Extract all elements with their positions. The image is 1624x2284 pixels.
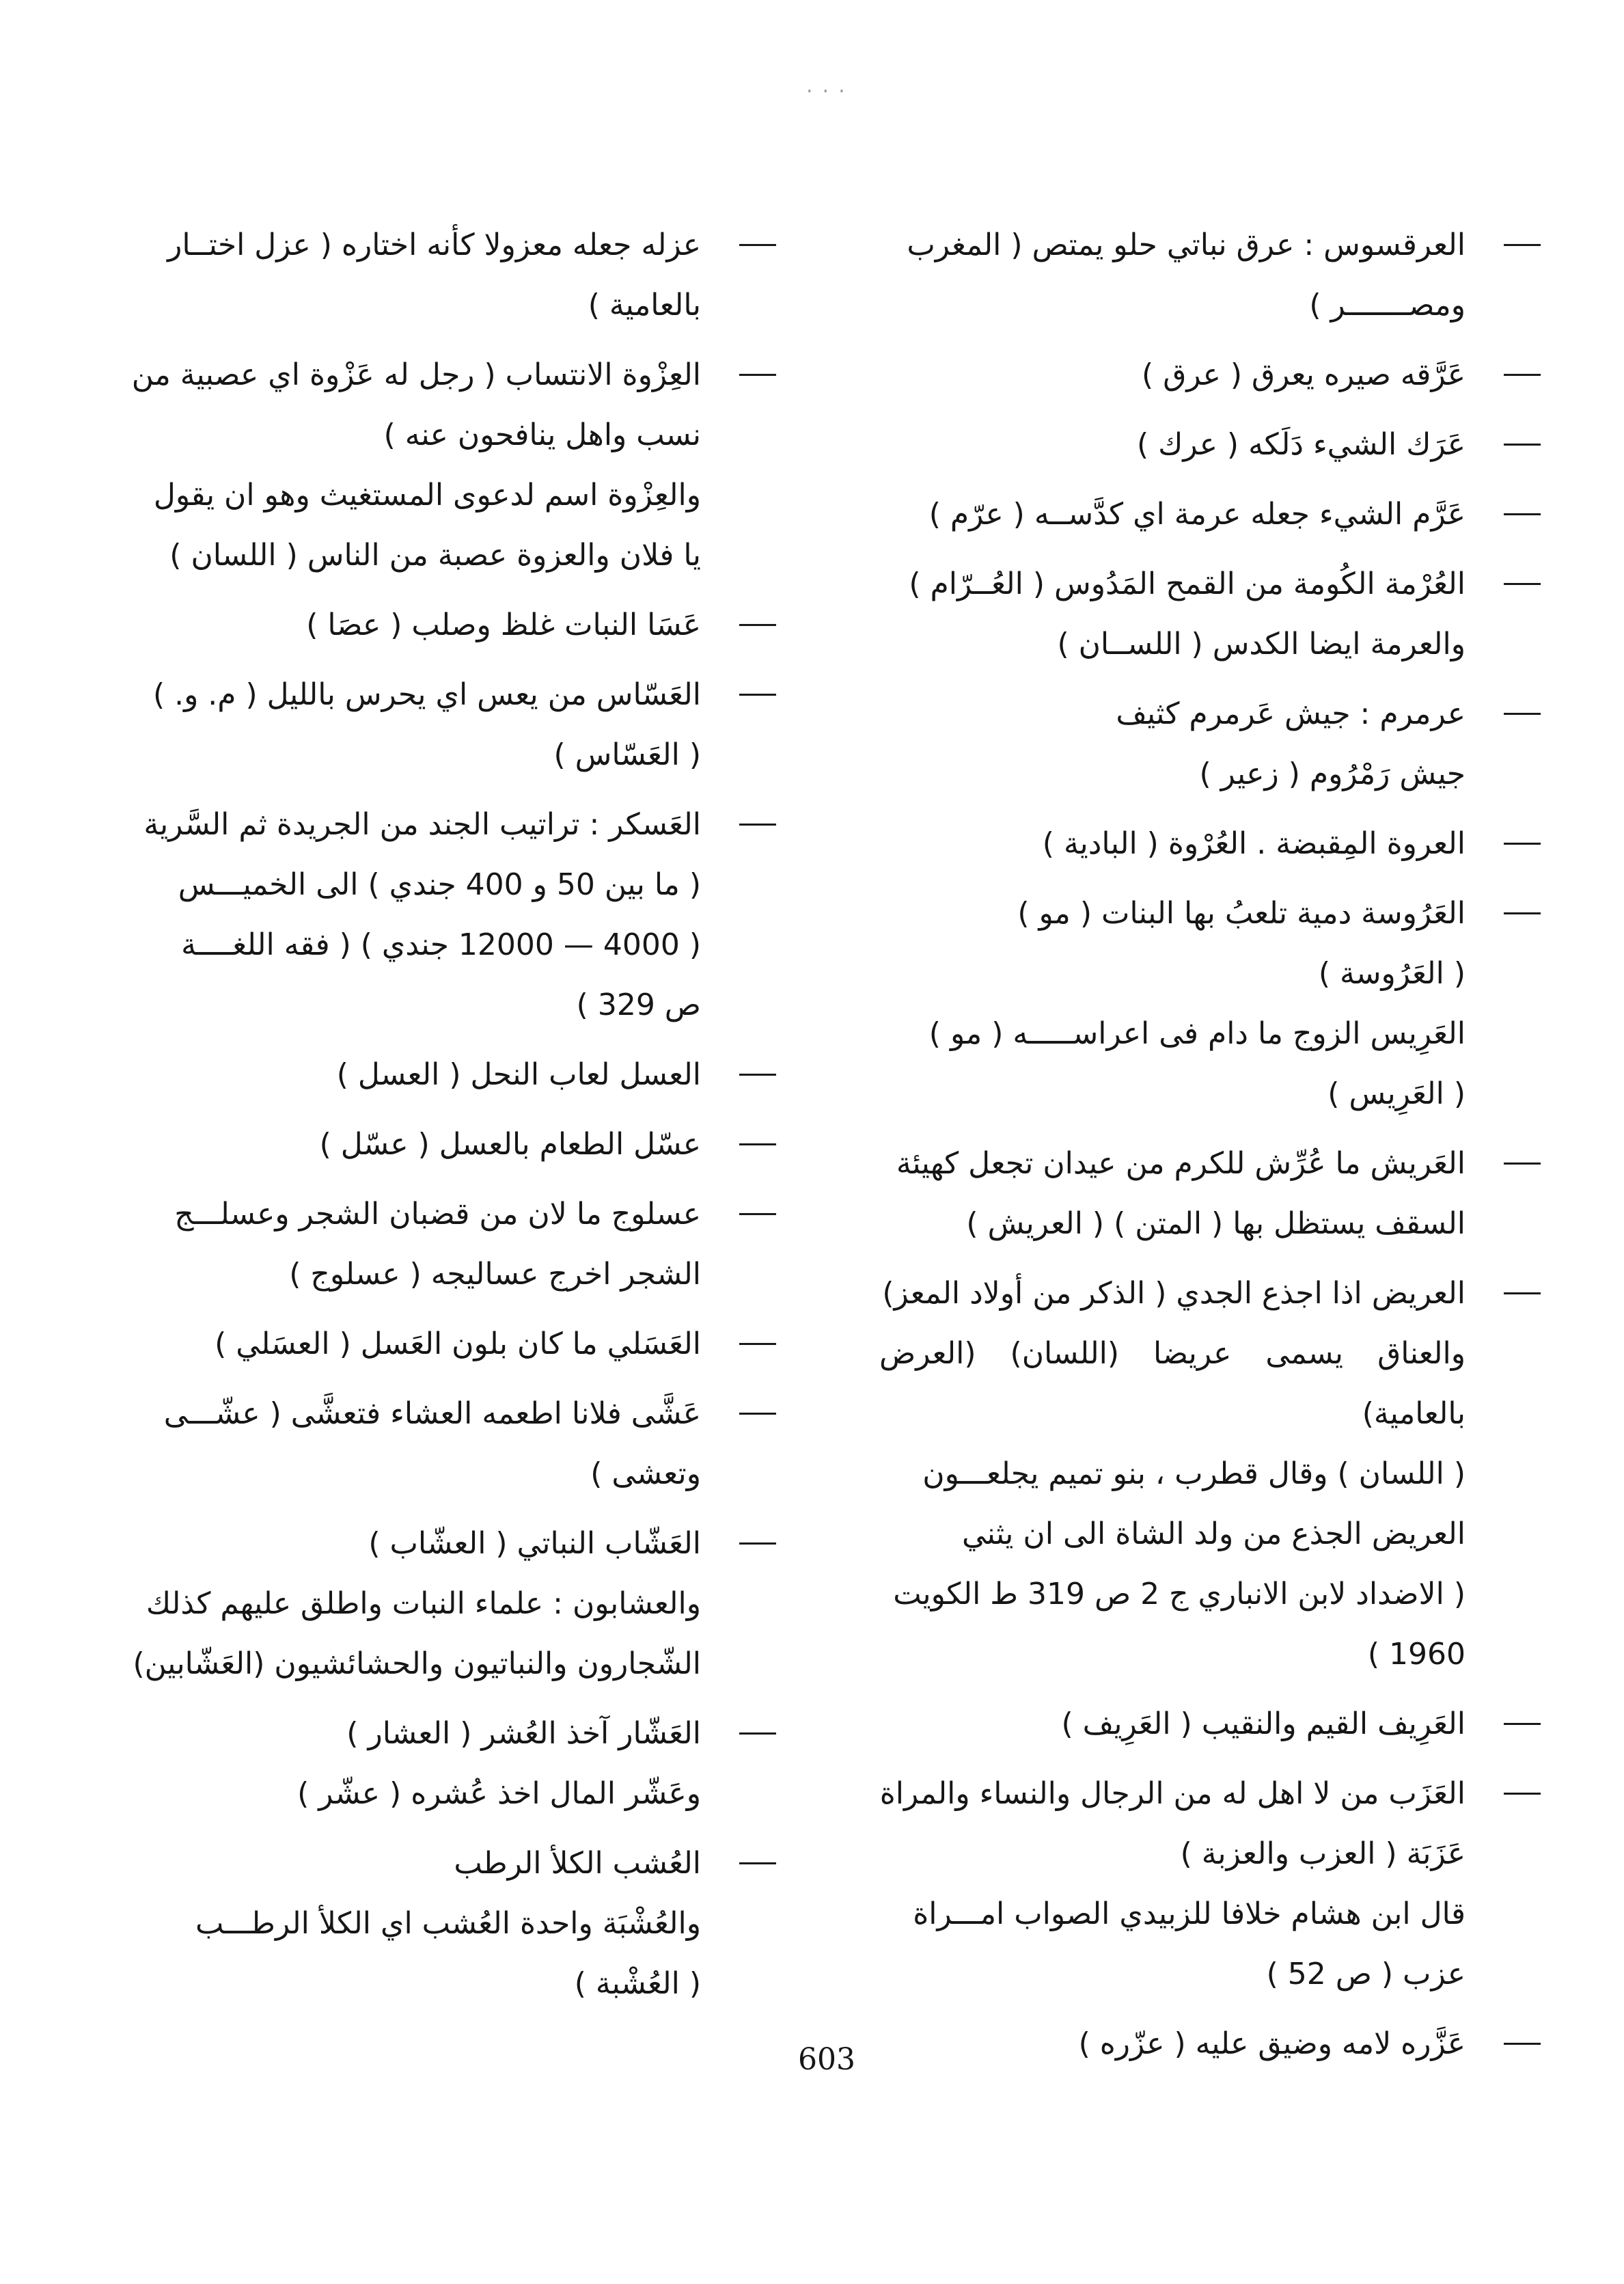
dictionary-entry	[115, 1834, 776, 2014]
entry-dash	[739, 1542, 776, 1545]
entry-line: عَرَّم الشيء جعله عرمة اي كدَّســه ( عرّم )	[928, 497, 1465, 532]
entry-line: والعِزْوة اسم لدعوى المستغيث وهو ان يقول	[153, 478, 701, 513]
entry-line: ( 4000 — 12000 جندي ) ( فقه اللغــــة	[181, 927, 701, 962]
entry-dash	[1504, 513, 1541, 515]
entry-line: عَشَّى فلانا اطعمه العشاء فتعشَّى ( عشّـــى	[163, 1396, 701, 1431]
dictionary-entry	[879, 415, 1541, 475]
entry-dash	[739, 624, 776, 626]
entry-line: والعناق يسمى عريضا (اللسان) (العرض بالعامية)	[879, 1336, 1465, 1431]
entry-line: ( العَرِيس )	[1327, 1076, 1465, 1111]
dictionary-entry	[879, 1004, 1541, 1124]
entry-line: العَسَلي ما كان بلون العَسل ( العسَلي )	[215, 1327, 701, 1361]
entry-line: العَرِيس الزوج ما دام فى اعراســـــه ( مو )	[928, 1016, 1465, 1051]
entry-line: والعرمة ايضا الكدس ( اللســان )	[1057, 627, 1465, 662]
entry-line: عَرَك الشيء دَلَكه ( عرك )	[1137, 427, 1465, 462]
entry-line: العرقسوس : عرق نباتي حلو يمتص ( المغرب	[907, 228, 1465, 262]
entry-dash	[1504, 1292, 1541, 1294]
entry-dash	[739, 1074, 776, 1076]
entry-dash	[1504, 1163, 1541, 1165]
entry-line: العريض الجذع من ولد الشاة الى ان يثني	[961, 1517, 1465, 1551]
entry-line: عزله جعله معزولا كأنه اختاره ( عزل اختــار	[167, 228, 701, 262]
entry-dash	[739, 244, 776, 246]
entry-line: وعَشّر المال اخذ عُشره ( عشّر )	[297, 1776, 701, 1811]
entry-dash	[739, 1143, 776, 1145]
entry-dash	[1504, 374, 1541, 376]
dictionary-entry	[879, 1764, 1541, 1884]
entry-dash	[739, 1862, 776, 1864]
dictionary-entry	[879, 485, 1541, 545]
entry-dash	[1504, 713, 1541, 715]
entry-line: عزب ( ص 52 )	[1266, 1957, 1465, 1991]
dictionary-entry	[879, 345, 1541, 405]
entry-line: العُشب الكلأ الرطب	[454, 1846, 701, 1881]
entry-line: وتعشى )	[590, 1456, 701, 1491]
entry-line: العسل لعاب النحل ( العسل )	[336, 1057, 701, 1092]
entry-line: عَرَّقه صيره يعرق ( عرق )	[1142, 357, 1465, 392]
entry-line: نسب واهل ينافحون عنه )	[383, 418, 701, 452]
entry-line: الشجر اخرج عساليجه ( عسلوج )	[289, 1257, 701, 1292]
entry-line: العَشّاب النباتي ( العشّاب )	[368, 1526, 701, 1561]
dictionary-entry	[879, 2014, 1541, 2074]
dictionary-entry	[115, 665, 776, 785]
entry-line: ( العَرُوسة )	[1318, 956, 1465, 991]
entry-line: عسّل الطعام بالعسل ( عسّل )	[319, 1127, 701, 1162]
entry-dash	[1504, 1793, 1541, 1795]
entry-line: العروة المِقبضة . العُرْوة ( البادية )	[1042, 826, 1465, 861]
entry-line: يا فلان والعزوة عصبة من الناس ( اللسان )	[169, 538, 701, 573]
entry-line: قال ابن هشام خلافا للزبيدي الصواب امـــراة	[913, 1896, 1465, 1931]
dictionary-entry	[115, 1314, 776, 1374]
dictionary-entry	[879, 1884, 1541, 2004]
entry-line: العَشّار آخذ العُشر ( العشار )	[346, 1716, 701, 1751]
entry-line: عسلوج ما لان من قضبان الشجر وعسلـــج	[174, 1197, 701, 1232]
entry-line: العَزَب من لا اهل له من الرجال والنساء والمراة	[879, 1776, 1465, 1811]
entry-line: ( العَسّاس )	[553, 737, 701, 772]
entry-line: العَسكر : تراتيب الجند من الجريدة ثم السَّرية	[143, 807, 701, 842]
dictionary-entry	[879, 215, 1541, 336]
entry-dash	[739, 1213, 776, 1215]
top-specks: ...	[806, 74, 855, 98]
dictionary-entry	[115, 795, 776, 1035]
dictionary-entry	[115, 1704, 776, 1824]
entry-line: والعشابون : علماء النبات واطلق عليهم كذلك	[146, 1586, 701, 1621]
entry-line: ومصـــــــر )	[1309, 288, 1465, 323]
dictionary-entry	[879, 814, 1541, 874]
dictionary-entry	[879, 884, 1541, 1004]
dictionary-entry	[879, 554, 1541, 675]
entry-line: العَرِيف القيم والنقيب ( العَرِيف )	[1061, 1707, 1465, 1741]
entry-line: عَزَّره لامه وضيق عليه ( عزّره )	[1078, 2026, 1465, 2061]
entry-line: العريض اذا اجذع الجدي ( الذكر من أولاد المعز)	[882, 1276, 1465, 1311]
entry-line: 1960 )	[1367, 1637, 1465, 1672]
entry-line: العِزْوة الانتساب ( رجل له عَزْوة اي عصبية من	[131, 357, 701, 392]
entry-dash	[739, 824, 776, 826]
dictionary-entry	[115, 465, 776, 586]
entry-line: الشّجارون والنباتيون والحشائشيون (العَشّابين)	[133, 1646, 701, 1681]
entry-dash	[1504, 2043, 1541, 2045]
entry-line: ( العُشْبة )	[574, 1966, 701, 2001]
entry-dash	[1504, 244, 1541, 246]
dictionary-entry	[115, 1115, 776, 1175]
entry-dash	[1504, 1723, 1541, 1725]
entry-dash	[739, 1732, 776, 1735]
dictionary-entry	[115, 595, 776, 655]
dictionary-entry	[115, 1384, 776, 1504]
left-column	[115, 215, 776, 2024]
entry-dash	[1504, 583, 1541, 585]
dictionary-entry	[115, 215, 776, 336]
dictionary-entry	[879, 1264, 1541, 1685]
dictionary-entry	[879, 1694, 1541, 1754]
entry-line: عرمرم : جيش عَرمرم كثيف	[1116, 696, 1465, 731]
entry-line: والعُشْبَة واحدة العُشب اي الكلأ الرطـــب	[195, 1906, 701, 1941]
entry-line: ص 329 )	[576, 988, 701, 1022]
entry-dash	[1504, 843, 1541, 845]
entry-dash	[739, 374, 776, 376]
entry-line: ( الاضداد لابن الانباري ج 2 ص 319 ط الكويت	[893, 1577, 1465, 1612]
entry-line: ( اللسان ) وقال قطرب ، بنو تميم يجلعـــون	[922, 1456, 1465, 1491]
entry-line: بالعامية )	[588, 288, 701, 323]
entry-line: العَرُوسة دمية تلعبُ بها البنات ( مو )	[1017, 896, 1465, 931]
entry-line: عَسَا النبات غلظ وصلب ( عصَا )	[306, 608, 701, 642]
entry-dash	[1504, 444, 1541, 446]
entry-dash	[739, 1413, 776, 1415]
entry-line: العُرْمة الكُومة من القمح المَدُوس ( العُــرّام )	[909, 567, 1465, 601]
dictionary-entry	[115, 1514, 776, 1694]
entry-line: العَريش ما عُرِّش للكرم من عيدان تجعل كهيئة	[896, 1146, 1465, 1181]
entry-line: جيش رَمْرُوم ( زعير )	[1199, 757, 1465, 791]
dictionary-entry	[879, 1134, 1541, 1254]
entry-line: عَزَبَة ( العزب والعزبة )	[1180, 1836, 1465, 1871]
dictionary-entry	[115, 345, 776, 465]
dictionary-entry	[115, 1184, 776, 1305]
entry-dash	[739, 1343, 776, 1345]
entry-line: العَسّاس من يعس اي يحرس بالليل ( م. و. )	[152, 677, 701, 712]
right-column	[879, 215, 1541, 2084]
entry-line: ( ما بين 50 و 400 جندي ) الى الخميـــس	[178, 867, 701, 902]
dictionary-entry	[115, 1045, 776, 1105]
entry-dash	[1504, 912, 1541, 914]
dictionary-entry	[879, 684, 1541, 804]
entry-line: السقف يستظل بها ( المتن ) ( العريش )	[966, 1206, 1465, 1241]
page-number: 603	[798, 2042, 855, 2077]
entry-dash	[739, 694, 776, 696]
